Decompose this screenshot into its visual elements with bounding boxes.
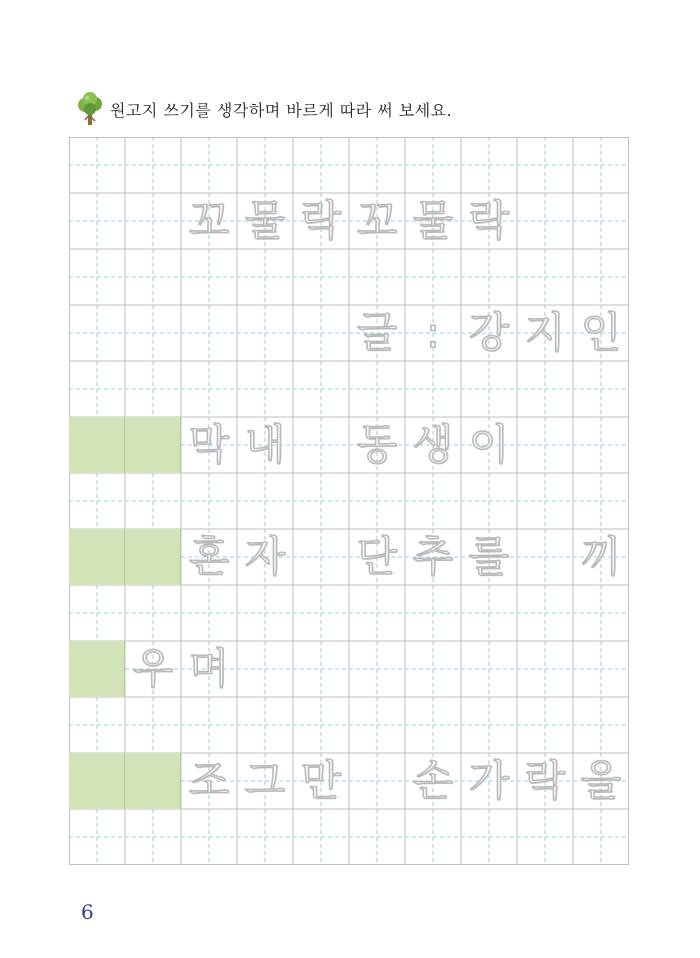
- trace-character: 강: [468, 308, 510, 357]
- trace-character: 락: [300, 196, 342, 245]
- trace-character: 락: [468, 196, 510, 245]
- trace-character: 내: [244, 420, 286, 469]
- trace-character: 자: [244, 532, 286, 581]
- trace-character: 우: [132, 644, 174, 693]
- trace-character: 끼: [580, 532, 622, 581]
- trace-character: 조: [188, 756, 230, 805]
- trace-character: 락: [524, 756, 566, 805]
- trace-character: 손: [412, 756, 454, 805]
- trace-character: 이: [468, 420, 510, 469]
- trace-character: 지: [524, 308, 566, 357]
- trace-character: 를: [468, 532, 510, 581]
- trace-character: 을: [580, 756, 622, 805]
- trace-character: 동: [356, 420, 398, 469]
- indent-cell: [69, 753, 125, 809]
- trace-character: :: [425, 308, 441, 357]
- trace-character: 꼬: [356, 196, 398, 245]
- instruction-text: 원고지 쓰기를 생각하며 바르게 따라 써 보세요.: [110, 100, 453, 120]
- trace-character: 꼬: [188, 196, 230, 245]
- trace-character: 가: [468, 756, 510, 805]
- trace-character: 혼: [188, 532, 230, 581]
- page-number: 6: [81, 900, 94, 924]
- indent-cell: [69, 641, 125, 697]
- trace-character: 물: [244, 196, 286, 245]
- trace-character: 글: [356, 308, 398, 357]
- manuscript-grid: [69, 137, 629, 865]
- instruction: [76, 92, 452, 126]
- indent-cell: [125, 753, 181, 809]
- trace-character: 만: [300, 756, 342, 805]
- trace-character: 단: [356, 532, 398, 581]
- trace-character: 그: [244, 756, 286, 805]
- trace-character: 추: [412, 532, 454, 581]
- trace-character: 며: [188, 644, 230, 693]
- indent-cell: [69, 529, 125, 585]
- trace-character: 인: [580, 308, 622, 357]
- trace-character: 물: [412, 196, 454, 245]
- indent-cell: [125, 529, 181, 585]
- trace-character: 막: [188, 420, 230, 469]
- tree-icon: [76, 92, 104, 126]
- indent-cell: [125, 417, 181, 473]
- trace-character: 생: [412, 420, 454, 469]
- indent-cell: [69, 417, 125, 473]
